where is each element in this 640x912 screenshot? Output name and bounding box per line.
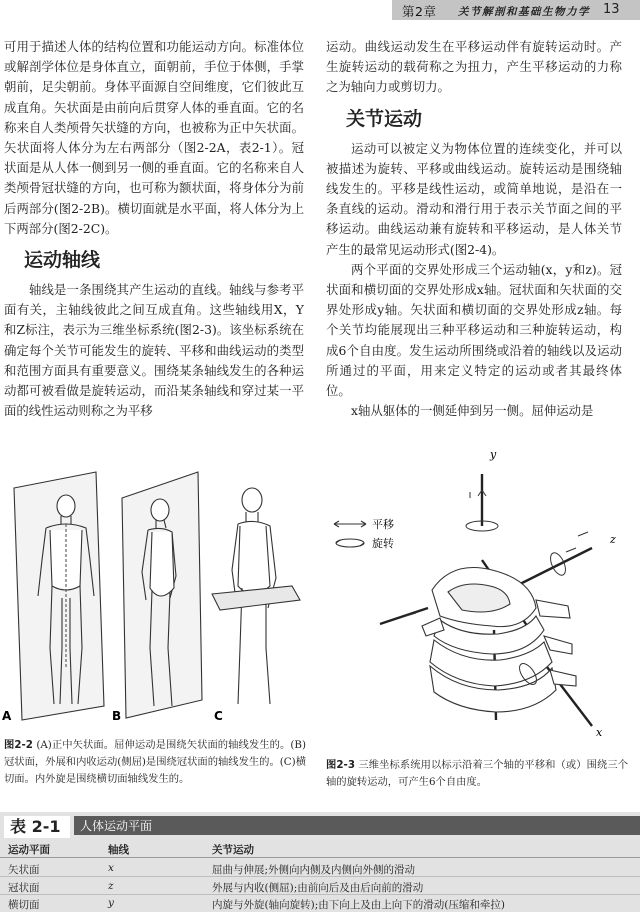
chapter-label: 第2章 bbox=[402, 4, 437, 19]
figure-label-a: A bbox=[2, 709, 12, 723]
table-row-3-axis: y bbox=[108, 897, 114, 909]
paragraph-x-axis: x轴从躯体的一侧延伸到另一侧。屈伸运动是 bbox=[351, 403, 594, 419]
figure-body-planes bbox=[0, 468, 312, 725]
page-number: 13 bbox=[603, 2, 620, 17]
paragraph-planes: 可用于描述人体的结构位置和功能运动方向。标准体位或解剖学体位是身体直立，面朝前，手位于体侧，手掌朝前，足尖朝前。身体平面源自空间维度，它们彼此互成直角。矢状面是由前向后贯穿人体的垂直面。它的名称来自人类颅骨矢状缝的方向，也被称为正中矢状面。矢状面将人体分为左右两部分（图2-2A，表2-1）。冠状面是从人体一侧到另一侧的垂直面。它的名称来自人类颅骨冠状缝的方向，也可称为额状面，将身体分为前后两部分(图2-2B)。横切面就是水平面，将人体分为上下两部分(图2-2C)。 bbox=[4, 39, 304, 236]
figure-label-b: B bbox=[112, 709, 122, 723]
table-row-3-motion: 内旋与外旋(轴向旋转);由下向上及由上向下的滑动(压缩和牵拉) bbox=[212, 899, 505, 911]
transverse-plane bbox=[212, 586, 300, 610]
vertebrae-stack bbox=[422, 568, 576, 713]
table-row-2-motion: 外展与内收(侧屈);由前向后及由后向前的滑动 bbox=[212, 882, 424, 894]
axis-label-y: y bbox=[490, 448, 497, 461]
table-row-divider bbox=[0, 894, 640, 895]
figure-2-2-caption-text: (A)正中矢状面。屈伸运动是围绕矢状面的轴线发生的。(B)冠状面，外展和内收运动(侧屈)是围绕冠状面的轴线发生的。(C)横切面。内外旋是围绕横切面轴线发生的。 bbox=[4, 739, 307, 785]
table-divider bbox=[0, 857, 640, 858]
paragraph-three-axes: 两个平面的交界处形成三个运动轴(x，y和z)。冠状面和横切面的交界处形成x轴。冠状面和矢状面的交界处形成y轴。矢状面和横切面的交界处形成z轴。每个关节均能展现出三种平移运动和三种旋转运动，构成6个自由度。发生运动所围绕或沿着的轴线以及运动所通过的平面，用来定义特定的运动或者其最终体位。 bbox=[326, 261, 622, 399]
table-row-1-motion: 屈曲与伸展;外侧向内侧及内侧向外侧的滑动 bbox=[212, 864, 416, 876]
body-planes-illustration bbox=[0, 468, 312, 725]
table-tag: 表 2-1 bbox=[4, 816, 70, 838]
table-row-1-plane: 矢状面 bbox=[8, 864, 40, 876]
table-row-2-plane: 冠状面 bbox=[8, 882, 40, 894]
coordinate-system-illustration bbox=[322, 440, 640, 750]
table-header-axis: 轴线 bbox=[108, 844, 129, 856]
paragraph-axes: 轴线是一条围绕其产生运动的直线。轴线与参考平面有关，主轴线彼此之间互成直角。这些轴线用X，Y和Z标注，表示为三维坐标系统(图2-3)。该坐标系统在确定每个关节可能发生的旋转、平移和曲线运动的类型和范围方面具有重要意义。围绕某条轴线发生的各种运动都可被看做是旋转运动，而沿某条轴线和穿过某一平面的线性运动则称之为平移 bbox=[4, 282, 304, 419]
legend-rotation-label: 旋转 bbox=[372, 537, 394, 550]
section-heading-joint-motion: 关节运动 bbox=[346, 107, 423, 130]
motion-legend bbox=[334, 521, 366, 547]
table-header-plane: 运动平面 bbox=[8, 844, 50, 856]
right-text-column bbox=[326, 37, 622, 421]
table-2-1 bbox=[0, 812, 640, 912]
table-title-bar bbox=[74, 816, 640, 835]
figure-2-3-id: 图2-3 bbox=[326, 759, 355, 771]
rotation-arrow-icon bbox=[336, 539, 364, 547]
figure-2-3-caption bbox=[326, 757, 628, 791]
z-axis-anterior bbox=[380, 608, 428, 624]
figure-coordinate-system bbox=[322, 440, 640, 750]
left-text-column bbox=[4, 37, 304, 421]
table-row-divider bbox=[0, 876, 640, 877]
axis-label-x: x bbox=[596, 726, 603, 739]
figure-2-2-caption bbox=[4, 737, 306, 788]
table-row-3-plane: 横切面 bbox=[8, 899, 40, 911]
table-header-motion: 关节运动 bbox=[212, 844, 254, 856]
paragraph-motion-definition: 运动可以被定义为物体位置的连续变化，并可以被描述为旋转、平移或曲线运动。旋转运动是围绕轴线发生的。平移是线性运动，或简单地说，是沿在一条直线的运动。滑动和滑行用于表示关节面之间的平移运动。曲线运动兼有旋转和平移运动，是人体关节产生的最常见运动形式(图2-4)。 bbox=[326, 140, 622, 257]
figure-label-c: C bbox=[214, 709, 223, 723]
table-title: 人体运动平面 bbox=[80, 819, 153, 833]
table-row-1-axis: x bbox=[108, 862, 114, 874]
chapter-title: 关节解剖和基础生物力学 bbox=[458, 6, 590, 18]
figure-2-3-caption-text: 三维坐标系统用以标示沿着三个轴的平移和（或）围绕三个轴的旋转运动，可产生6个自由度。 bbox=[326, 759, 628, 788]
legend-translation-label: 平移 bbox=[372, 518, 394, 531]
table-row-2-axis: z bbox=[108, 880, 114, 892]
axis-label-z: z bbox=[610, 533, 616, 546]
section-heading-axes: 运动轴线 bbox=[24, 249, 101, 272]
figure-2-2-id: 图2-2 bbox=[4, 739, 33, 751]
paragraph-curvilinear: 运动。曲线运动发生在平移运动伴有旋转运动时。产生旋转运动的载荷称之为扭力，产生平移运动的力称之为轴向力或剪切力。 bbox=[326, 39, 622, 95]
page-header bbox=[0, 0, 640, 22]
